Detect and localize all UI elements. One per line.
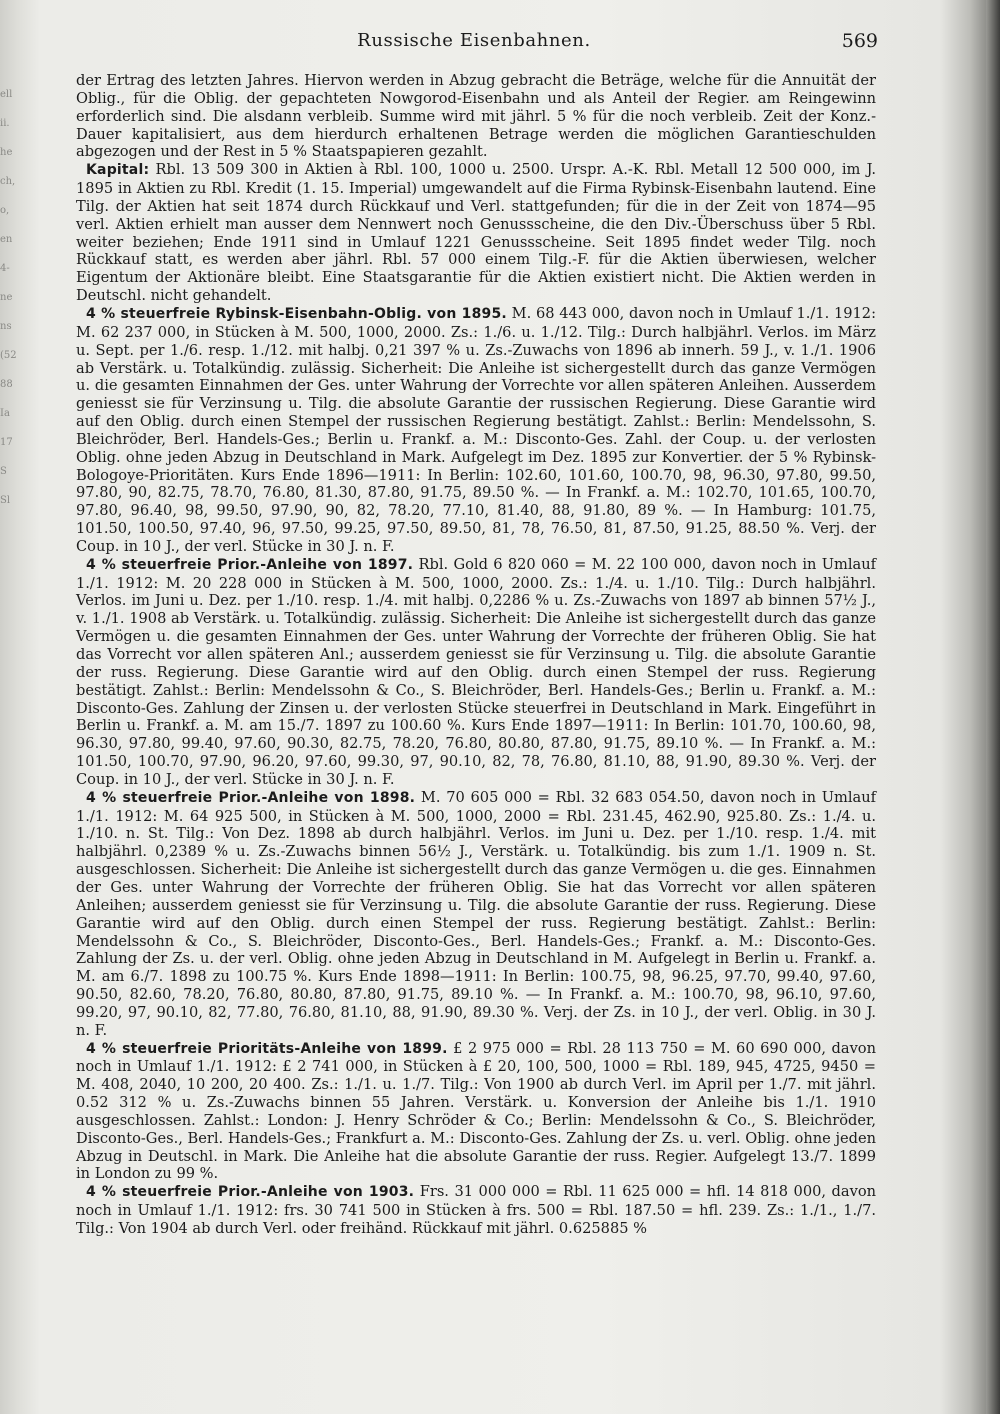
paragraph-label: 4 % steuerfreie Prior.-Anleihe von 1903. — [86, 1184, 415, 1201]
margin-fragment: ell — [0, 89, 13, 100]
margin-fragment: en — [0, 234, 13, 245]
paragraph-anleihe-1898 — [76, 789, 876, 1040]
margin-fragment: (52 — [0, 350, 17, 361]
paragraph — [76, 72, 876, 161]
left-margin-bleed — [0, 80, 34, 520]
paragraph-anleihe-1899 — [76, 1040, 876, 1184]
margin-fragment: ch, — [0, 176, 16, 187]
body-text — [76, 72, 876, 1392]
paragraph-text: Rbl. Gold 6 820 060 = M. 22 100 000, davon noch in Umlauf 1./1. 1912: M. 20 228 000 in Stücken à M. 500, 1000, 2000. Zs.: 1./4. u. 1./10. Tilg.: Durch halbjährl. Verlos. im Juni u. Dez. per 1./10. resp. 1./4. mit halbj. 0,2286 % u. Zs.-Zuwachs von 1897 ab binnen 57½ J., v. 1./1. 1908 ab Verstärk. u. Totalkündig. zulässig. Sicherheit: Die Anleihe ist sichergestellt durch das ganze Vermögen u. die gesamten Einnahmen der Ges. unter Wahrung der Vorrechte der früheren Oblig. Sie hat das Vorrecht vor allen späteren Anl.; ausserdem geniesst sie für Verzinsung u. Tilg. die absolute Garantie der russ. Regierung. Diese Garantie wird auf den Oblig. durch einen Stempel der russ. Regierung bestätigt. Zahlst.: Berlin: Mendelssohn & Co., S. Bleichröder, Berl. Handels-Ges.; Berlin u. Frankf. a. M.: Disconto-Ges. Zahlung der Zinsen u. der verlosten Stücke steuerfrei in Deutschland in Mark. Eingeführt in Berlin u. Frankf. a. M. am 15./7. 1897 zu 100.60 %. Kurs Ende 1897—1911: In Berlin: 101.70, 100.60, 98, 96.30, 97.80, 99.40, 97.60, 90.30, 82.75, 78.20, 76.80, 80.80, 87.80, 91.75, 89.10 %. — In Frankf. a. M.: 101.50, 100.70, 97.90, 96.20, 97.60, 99.30, 97, 90.10, 82, 78, 76.80, 81.10, 88, 91.90, 89.30 %. Verj. der Coup. in 10 J., der verl. Stücke in 30 J. n. F. — [76, 555, 877, 788]
margin-fragment: S — [0, 466, 7, 477]
margin-fragment: 17 — [0, 437, 13, 448]
paragraph-label: 4 % steuerfreie Prior.-Anleihe von 1898. — [86, 789, 416, 806]
paragraph-text: £ 2 975 000 = Rbl. 28 113 750 = M. 60 690 000, davon noch in Umlauf 1./1. 1912: £ 2 741 000, in Stücken à £ 20, 100, 500, 1000 = Rbl. 189, 945, 4725, 9450 = M. 408, 2040, 10 200, 20 400. Zs.: 1./1. u. 1./7. Tilg.: Von 1900 ab durch Verl. im April per 1./7. mit jährl. 0.52 312 % u. Zs.-Zuwachs binnen 55 Jahren. Verstärk. u. Konversion der Anleihe bis 1./1. 1910 ausgeschlossen. Zahlst.: London: J. Henry Schröder & Co.; Berlin: Mendelssohn & Co., S. Bleichröder, Disconto-Ges., Berl. Handels-Ges.; Frankfurt a. M.: Disconto-Ges. Zahlung der Zs. u. verl. Oblig. ohne jeden Abzug in Deutschl. in Mark. Die Anleihe hat die absolute Garantie der russ. Regier. Aufgelegt 13./7. 1899 in London zu 99 %. — [76, 1039, 876, 1183]
paragraph-anleihe-1903 — [76, 1183, 876, 1238]
margin-fragment: 4- — [0, 263, 10, 274]
paragraph-label: 4 % steuerfreie Prior.-Anleihe von 1897. — [86, 556, 414, 573]
margin-fragment: Ia — [0, 408, 10, 419]
page-header — [70, 30, 878, 60]
paragraph-label: Kapital: — [86, 162, 150, 179]
page-edge-shadow — [986, 0, 1000, 1414]
margin-fragment: o, — [0, 205, 10, 216]
paragraph-text: Rbl. 13 509 300 in Aktien à Rbl. 100, 1000 u. 2500. Urspr. A.-K. Rbl. Metall 12 500 000, im J. 1895 in Aktien zu Rbl. Kredit (1. 15. Imperial) umgewandelt auf die Firma Rybinsk-Eisenbahn lautend. Eine Tilg. der Aktien hat seit 1874 durch Rückkauf und Verl. stattgefunden; für die in der Zeit von 1874—95 verl. Aktien erhielt man ausser dem Nennwert noch Genussscheine, die den Div.-Überschuss über 5 Rbl. weiter beziehen; Ende 1911 sind in Umlauf 1221 Genussscheine. Seit 1895 findet weder Tilg. noch Rückkauf statt, es werden aber jährl. Rbl. 57 000 einem Tilg.-F. für die Aktien überwiesen, welcher Eigentum der Aktionäre bleibt. Eine Staatsgarantie für die Aktien existiert nicht. Die Aktien werden in Deutschl. nicht gehandelt. — [76, 161, 877, 305]
paragraph-text: M. 68 443 000, davon noch in Umlauf 1./1. 1912: M. 62 237 000, in Stücken à M. 500, 1000, 2000. Zs.: 1./6. u. 1./12. Tilg.: Durch halbjährl. Verlos. im März u. Sept. per 1./6. resp. 1./12. mit halbj. 0,21 397 % u. Zs.-Zuwachs von 1896 ab innerh. 59 J., v. 1./1. 1906 ab Verstärk. u. Totalkündig. zulässig. Sicherheit: Die Anleihe ist sichergestellt durch das ganze Vermögen u. die gesamten Einnahmen der Ges. unter Wahrung der Vorrechte vor allen späteren Anleihen. Ausserdem geniesst sie für Verzinsung u. Tilg. die absolute Garantie der russischen Regierung. Diese Garantie wird auf den Oblig. durch einen Stempel der russischen Regierung bestätigt. Zahlst.: Berlin: Mendelssohn, S. Bleichröder, Berl. Handels-Ges.; Berlin u. Frankf. a. M.: Disconto-Ges. Zahl. der Coup. u. der verlosten Oblig. ohne jeden Abzug in Deutschland in Mark. Aufgelegt im Dez. 1895 zur Konvertier. der 5 % Rybinsk-Bologoye-Prioritäten. Kurs Ende 1896—1911: In Berlin: 102.60, 101.60, 100.70, 98, 96.30, 97.80, 99.50, 97.80, 90, 82.75, 78.70, 76.80, 81.30, 87.80, 91.75, 89.50 %. — In Frankf. a. M.: 102.70, 101.65, 100.70, 97.80, 96.40, 98, 99.50, 97.90, 90, 82, 78.20, 77.10, 81.40, 88, 91.80, 89 %. — In Hamburg: 101.75, 101.50, 100.50, 97.40, 96, 97.50, 99.25, 97.50, 89.50, 81, 78, 76.50, 81, 87.50, 91.25, 88.50 %. Verj. der Coup. in 10 J., der verl. Stücke in 30 J. n. F. — [76, 304, 876, 555]
paragraph-label: 4 % steuerfreie Rybinsk-Eisenbahn-Oblig. von 1895. — [86, 305, 507, 322]
margin-fragment: he — [0, 147, 13, 158]
paragraph-anleihe-1897 — [76, 556, 876, 789]
margin-fragment: ii. — [0, 118, 10, 129]
paragraph-oblig-1895 — [76, 305, 876, 556]
margin-fragment: ne — [0, 292, 13, 303]
running-head: Russische Eisenbahnen. — [357, 30, 591, 51]
paragraph-kapital — [76, 161, 876, 305]
margin-fragment: 88 — [0, 379, 13, 390]
margin-fragment: ns — [0, 321, 12, 332]
paragraph-text: der Ertrag des letzten Jahres. Hiervon werden in Abzug gebracht die Beträge, welche für die Annuität der Oblig., für die Oblig. der gepachteten Nowgorod-Eisenbahn und als Anteil der Regier. am Reingewinn erforderlich sind. Die alsdann verbleib. Summe wird mit jährl. 5 % für die noch verbleib. Zeit der Konz.-Dauer kapitalisiert, aus dem hierdurch erhaltenen Betrage werden die möglichen Garantieschulden abgezogen und der Rest in 5 % Staatspapieren gezahlt. — [76, 72, 876, 161]
page-number: 569 — [841, 30, 878, 52]
paragraph-text: Frs. 31 000 000 = Rbl. 11 625 000 = hfl. 14 818 000, davon noch in Umlauf 1./1. 1912: frs. 30 741 500 in Stücken à frs. 500 = Rbl. 187.50 = hfl. 239. Zs.: 1./1., 1./7. Tilg.: Von 1904 ab durch Verl. oder freihänd. Rückkauf mit jährl. 0.625885 % — [76, 1183, 877, 1237]
paragraph-text: M. 70 605 000 = Rbl. 32 683 054.50, davon noch in Umlauf 1./1. 1912: M. 64 925 500, in Stücken à M. 500, 1000, 2000 = Rbl. 231.45, 462.90, 925.80. Zs.: 1./4. u. 1./10. n. St. Tilg.: Von Dez. 1898 ab durch halbjährl. Verlos. im Juni u. Dez. per 1./10. resp. 1./4. mit halbjährl. 0,2389 % u. Zs.-Zuwachs binnen 56½ J., Verstärk. u. Totalkündig. bis zum 1./1. 1909 n. St. ausgeschlossen. Sicherheit: Die Anleihe ist sichergestellt durch das ganze Vermögen u. die ges. Einnahmen der Ges. unter Wahrung der Vorrechte der früheren Oblig. Sie hat das Vorrecht vor allen späteren Anleihen; ausserdem geniesst sie für Verzinsung u. Tilg. die absolute Garantie der russ. Regierung. Diese Garantie wird auf den Oblig. durch einen Stempel der russ. Regierung bestätigt. Zahlst.: Berlin: Mendelssohn & Co., S. Bleichröder, Disconto-Ges., Berl. Handels-Ges.; Frankf. a. M.: Disconto-Ges. Zahlung der Zs. u. der verl. Oblig. ohne jeden Abzug in Deutschland in M. Aufgelegt in Berlin u. Frankf. a. M. am 6./7. 1898 zu 100.75 %. Kurs Ende 1898—1911: In Berlin: 100.75, 98, 96.25, 97.70, 99.40, 97.60, 90.50, 82.60, 78.20, 76.80, 80.80, 87.80, 91.75, 89.10 %. — In Frankf. a. M.: 100.70, 98, 96.10, 97.60, 99.20, 97, 90.10, 82, 77.80, 76.80, 81.10, 88, 91.90, 89.30 %. Verj. der Zs. in 10 J., der verl. Oblig. in 30 J. n. F. — [76, 788, 877, 1039]
margin-fragment: Sl — [0, 495, 11, 506]
paragraph-label: 4 % steuerfreie Prioritäts-Anleihe von 1899. — [86, 1040, 448, 1057]
